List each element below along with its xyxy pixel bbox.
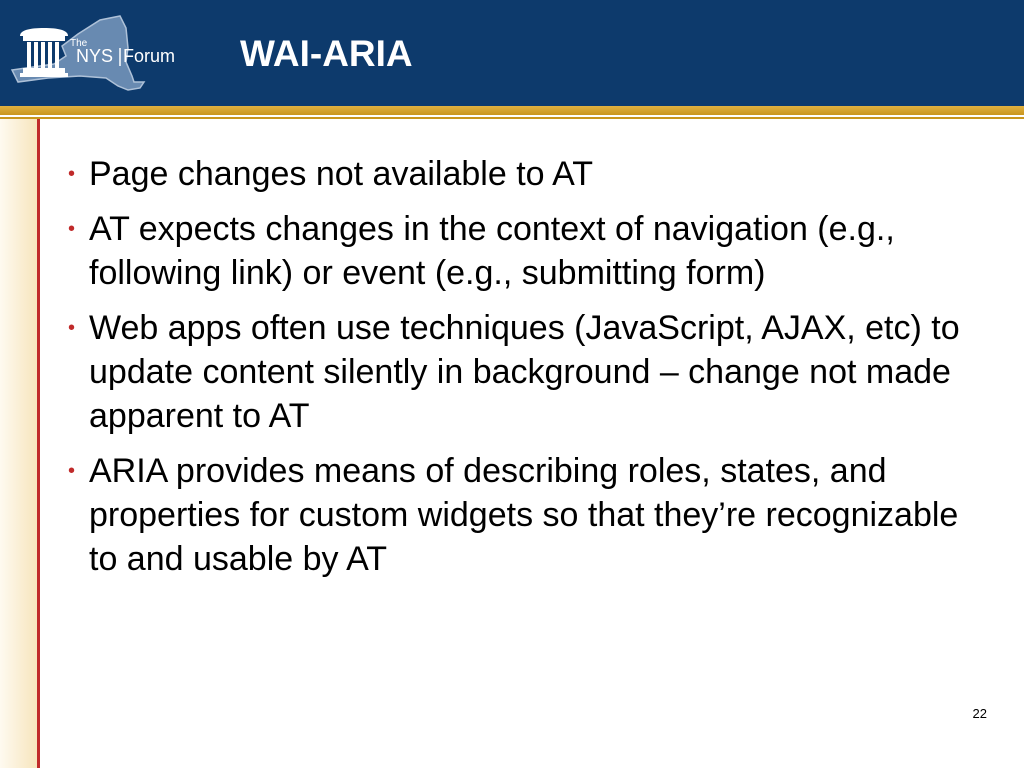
bullet-list [68,152,968,592]
bullet-text: ARIA provides means of describing roles, states, and properties for custom widgets so that they’re recognizable to and usable by AT [89,452,959,578]
left-decorative-band [0,119,37,768]
gold-accent-line [0,117,1024,119]
logo-text-forum: Forum [123,46,176,66]
bullet-icon: • [68,460,76,482]
bullet-item [68,306,968,438]
bullet-text: AT expects changes in the context of navigation (e.g., following link) or event (e.g., submitting form) [89,210,895,292]
bullet-item [68,449,968,581]
slide-title: WAI-ARIA [240,33,413,74]
bullet-icon: • [68,163,76,185]
slide-header [0,0,1024,106]
bullet-icon: • [68,317,76,339]
bullet-item [68,207,968,295]
pillar-icon [20,28,68,77]
bullet-item [68,152,968,196]
nys-forum-logo [8,10,183,98]
bullet-text: Web apps often use techniques (JavaScript, AJAX, etc) to update content silently in background – change not made apparent to AT [89,309,960,435]
logo-text-the: The [70,38,88,49]
left-red-rule [37,119,40,768]
bullet-text: Page changes not available to AT [89,155,594,193]
gold-accent-bar [0,106,1024,115]
page-number: 22 [972,706,987,721]
logo-text-nys: NYS [76,46,114,66]
bullet-icon: • [68,218,76,240]
